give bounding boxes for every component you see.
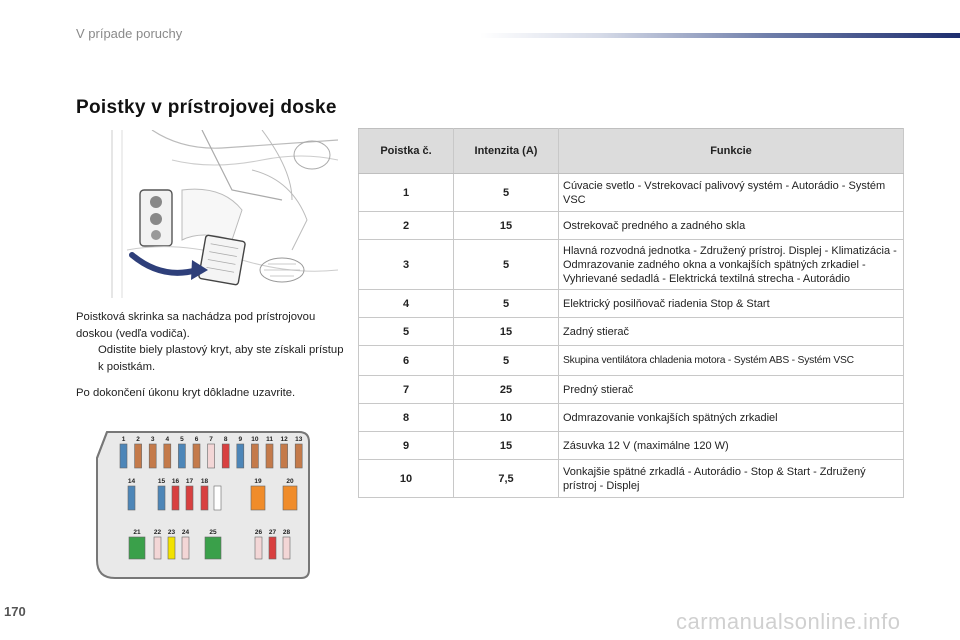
function-cell: Hlavná rozvodná jednotka - Združený prístroj. Displej - Klimatizácia - Odmrazovanie zadného okna a vonkajších spätných zrkadiel - Vyhrievané sedadlá - Elektrická textilná strecha - Autorádio	[559, 240, 904, 290]
fuse-label: 2	[136, 436, 140, 443]
function-cell: Ostrekovač predného a zadného skla	[559, 212, 904, 240]
fuse-body	[128, 486, 135, 510]
table-row	[359, 346, 904, 376]
fuse-label: 27	[268, 529, 277, 536]
page-title: Poistky v prístrojovej doske	[76, 97, 337, 118]
watermark: carmanualsonline.info	[676, 609, 901, 634]
amperage-cell: 15	[454, 432, 559, 460]
fuse-label: 5	[180, 436, 184, 443]
fuse-body	[251, 486, 265, 510]
fuse-label: 24	[181, 529, 190, 536]
fuse-body	[255, 537, 262, 559]
fuse-label: 8	[223, 436, 228, 443]
fuse-body	[283, 537, 290, 559]
fuse-number-cell: 7	[359, 376, 454, 404]
fuse-label: 25	[209, 529, 217, 536]
fuse-table	[358, 128, 904, 498]
fuse-body	[266, 444, 273, 468]
fuse-number-cell: 5	[359, 318, 454, 346]
fuse-label: 19	[254, 478, 262, 485]
fuse-label: 6	[194, 436, 199, 443]
table-row	[359, 460, 904, 498]
fuse-body	[120, 444, 127, 468]
amperage-cell: 15	[454, 318, 559, 346]
fuse-12	[280, 436, 288, 468]
fuse-28	[283, 529, 291, 559]
fuse-number-cell: 9	[359, 432, 454, 460]
table-row	[359, 376, 904, 404]
fuse-body	[281, 444, 288, 468]
fuse-body	[158, 486, 165, 510]
fuse-label: 16	[171, 478, 180, 485]
fuse-number-cell: 2	[359, 212, 454, 240]
instruction-text: Odistite biely plastový kryt, aby ste získali prístup k poistkám.	[98, 344, 344, 373]
function-cell: Skupina ventilátora chladenia motora - Systém ABS - Systém VSC	[559, 346, 904, 376]
fuse-number-cell: 10	[359, 460, 454, 498]
header-function: Funkcie	[559, 129, 904, 174]
fuse-body	[295, 444, 302, 468]
table-row	[359, 174, 904, 212]
fuse-empty	[214, 486, 221, 510]
fuse-label: 15	[157, 478, 166, 485]
fuse-label: 1	[121, 436, 126, 443]
fuse-label: 12	[280, 436, 288, 443]
fuse-body	[205, 537, 221, 559]
fusebox-location-text: Poistková skrinka sa nachádza pod prístrojovou doskou (vedľa vodiča).	[76, 311, 316, 340]
header-fuse-number: Poistka č.	[359, 129, 454, 174]
fuse-body	[222, 444, 229, 468]
fuse-15	[158, 478, 166, 510]
fuse-body	[164, 444, 171, 468]
header-amperage: Intenzita (A)	[454, 129, 559, 174]
fuse-body	[178, 444, 185, 468]
fusebox-diagram	[95, 430, 311, 580]
fuse-table-body	[359, 174, 904, 498]
amperage-cell: 15	[454, 212, 559, 240]
fuse-label: 21	[133, 529, 141, 536]
fuse-body	[135, 444, 142, 468]
table-row	[359, 404, 904, 432]
fuse-label: 4	[165, 436, 170, 443]
table-row	[359, 318, 904, 346]
fuse-number-cell: 8	[359, 404, 454, 432]
fuse-label: 10	[251, 436, 259, 443]
page-number: 170	[4, 604, 26, 619]
header-section-label: V prípade poruchy	[76, 26, 183, 41]
fuse-body	[251, 444, 258, 468]
amperage-cell: 25	[454, 376, 559, 404]
function-cell: Predný stierač	[559, 376, 904, 404]
closing-note: Po dokončení úkonu kryt dôkladne uzavrite.	[76, 387, 296, 399]
fuse-24	[182, 529, 190, 559]
fuse-label: 7	[209, 436, 213, 443]
fuse-body	[201, 486, 208, 510]
fuse-body	[154, 537, 161, 559]
fuse-label: 20	[286, 478, 294, 485]
fusebox-svg	[95, 430, 311, 580]
amperage-cell: 5	[454, 174, 559, 212]
fuse-11	[266, 436, 273, 468]
fuse-number-cell: 6	[359, 346, 454, 376]
table-row	[359, 240, 904, 290]
function-cell: Vonkajšie spätné zrkadlá - Autorádio - Stop & Start - Združený prístroj - Displej	[559, 460, 904, 498]
amperage-cell: 7,5	[454, 460, 559, 498]
table-row	[359, 432, 904, 460]
fuse-body	[283, 486, 297, 510]
fuse-27	[269, 529, 277, 559]
fuse-label: 9	[238, 436, 243, 443]
fuse-label: 3	[150, 436, 155, 443]
fuse-body	[208, 444, 215, 468]
fuse-22	[154, 529, 162, 559]
fuse-18	[201, 478, 209, 510]
fuse-body	[129, 537, 145, 559]
fuse-23	[168, 529, 176, 559]
fuse-label: 13	[295, 436, 303, 443]
fuse-body	[193, 444, 200, 468]
function-cell: Zásuvka 12 V (maximálne 120 W)	[559, 432, 904, 460]
amperage-cell: 5	[454, 240, 559, 290]
fuse-body	[168, 537, 175, 559]
header-decorative-bar	[480, 33, 960, 38]
fuse-label: 14	[127, 478, 136, 485]
fuse-14	[128, 478, 136, 510]
fuse-label: 22	[153, 529, 162, 536]
fuse-label: 17	[185, 478, 194, 485]
instruction-row	[76, 342, 346, 375]
fuse-label: 26	[254, 529, 263, 536]
fuse-label: 28	[282, 529, 291, 536]
fuse-body	[237, 444, 244, 468]
amperage-cell: 5	[454, 290, 559, 318]
fuse-number-cell: 3	[359, 240, 454, 290]
fuse-number-cell: 1	[359, 174, 454, 212]
dashboard-photo	[92, 130, 338, 298]
amperage-cell: 5	[454, 346, 559, 376]
fuse-label: 11	[266, 436, 273, 443]
bullet-icon	[76, 342, 98, 375]
fuse-13	[295, 436, 303, 468]
fuse-number-cell: 4	[359, 290, 454, 318]
fuse-17	[186, 478, 194, 510]
fuse-body	[149, 444, 156, 468]
fuse-26	[255, 529, 263, 559]
fuse-body	[186, 486, 193, 510]
fuse-body	[182, 537, 189, 559]
fuse-10	[251, 436, 259, 468]
fuse-body	[214, 486, 221, 510]
table-row	[359, 212, 904, 240]
amperage-cell: 10	[454, 404, 559, 432]
fuse-16	[172, 478, 180, 510]
table-row	[359, 290, 904, 318]
fuse-label: 18	[200, 478, 209, 485]
fuse-body	[269, 537, 276, 559]
fuse-label: 23	[167, 529, 176, 536]
function-cell: Odmrazovanie vonkajších spätných zrkadiel	[559, 404, 904, 432]
function-cell: Elektrický posilňovač riadenia Stop & Start	[559, 290, 904, 318]
fuse-body	[172, 486, 179, 510]
function-cell: Zadný stierač	[559, 318, 904, 346]
description-block	[76, 309, 346, 402]
function-cell: Cúvacie svetlo - Vstrekovací palivový systém - Autorádio - Systém VSC	[559, 174, 904, 212]
